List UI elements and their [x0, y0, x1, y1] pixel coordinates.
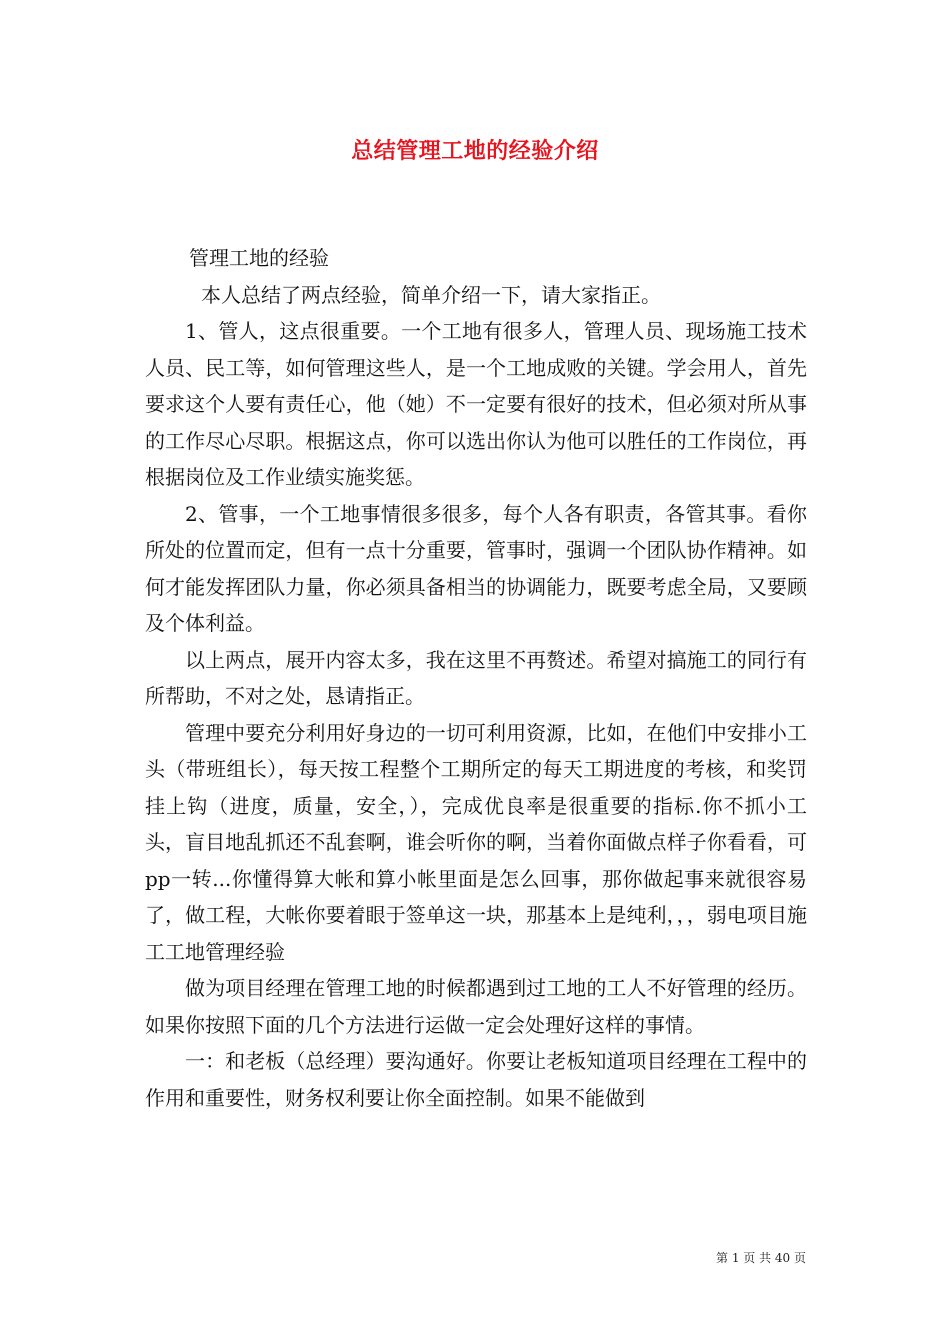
paragraph-manage-people: 1、管人，这点很重要。一个工地有很多人，管理人员、现场施工技术人员、民工等，如何管理这些人，是一个工地成败的关键。学会用人，首先要求这个人要有责任心，他（她）不一定要有很好的技术，但必须对所从事的工作尽心尽职。根据这点，你可以选出你认为他可以胜任的工作岗位，再根据岗位及工作业绩实施奖惩。: [145, 319, 807, 489]
paragraph-resources: 管理中要充分利用好身边的一切可利用资源，比如，在他们中安排小工头（带班组长），每天按工程整个工期所定的每天工期进度的考核，和奖罚挂上钩（进度，质量，安全，），完成优良率是很重要的指标.你不抓小工头，盲目地乱抓还不乱套啊，谁会听你的啊，当着你面做点样子你看看，可pp一转...你懂得算大帐和算小帐里面是怎么回事，那你做起事来就很容易了，做工程，大帐你要着眼于签单这一块，那基本上是纯利，，，弱电项目施工工地管理经验: [145, 720, 807, 964]
paragraph-manage-tasks: 2、管事，一个工地事情很多很多，每个人各有职责，各管其事。看你所处的位置而定，但有一点十分重要，管事时，强调一个团队协作精神。如何才能发挥团队力量，你必须具备相当的协调能力，既要考虑全局，又要顾及个体利益。: [145, 501, 807, 635]
page-number: 第 1 页 共 40 页: [716, 1251, 806, 1265]
paragraph-summary: 以上两点，展开内容太多，我在这里不再赘述。希望对搞施工的同行有所帮助，不对之处，恳请指正。: [145, 647, 807, 708]
document-body: [145, 240, 807, 1116]
paragraph-project-manager: 做为项目经理在管理工地的时候都遇到过工地的工人不好管理的经历。如果你按照下面的几个方法进行运做一定会处理好这样的事情。: [145, 976, 807, 1037]
document-title: 总结管理工地的经验介绍: [351, 138, 599, 164]
paragraph-boss-communication: 一：和老板（总经理）要沟通好。你要让老板知道项目经理在工程中的作用和重要性，财务权利要让你全面控制。如果不能做到: [145, 1049, 807, 1110]
paragraph-intro: 本人总结了两点经验，简单介绍一下，请大家指正。: [201, 282, 661, 307]
section-heading: 管理工地的经验: [189, 246, 329, 270]
